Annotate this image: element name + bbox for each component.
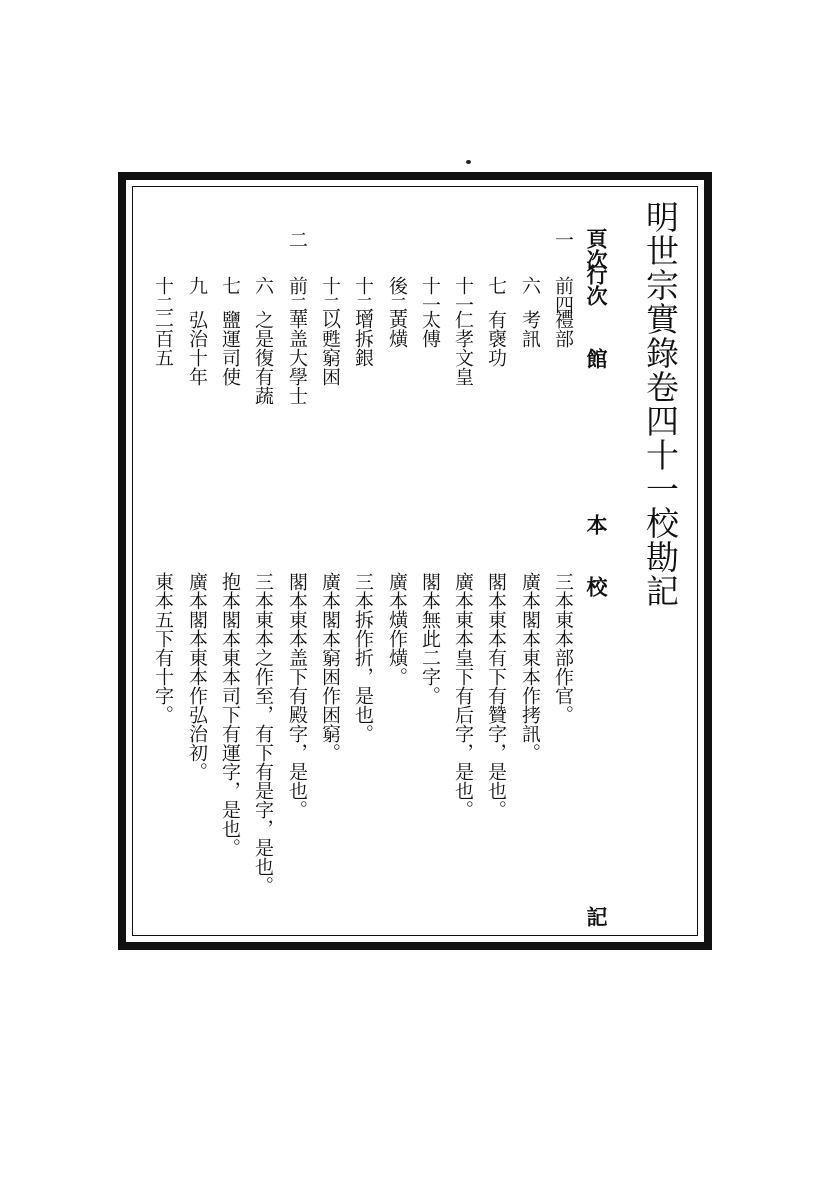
row-collation-note: 閣本東本盖下有殿字，是也。 bbox=[286, 572, 308, 819]
row-original-text: 太傅 bbox=[419, 310, 441, 348]
row-line-number: 六 bbox=[252, 276, 274, 295]
row-line-number: 六 bbox=[519, 276, 541, 295]
page-frame-inner-rule bbox=[132, 186, 698, 936]
row-original-text: 黃熿 bbox=[386, 310, 408, 348]
row-original-text: 鹽運司使 bbox=[219, 310, 241, 386]
row-collation-note: 廣本東本皇下有后字，是也。 bbox=[452, 572, 474, 819]
row-original-text: 考訊 bbox=[519, 310, 541, 348]
row-line-number: 前二 bbox=[286, 276, 308, 314]
header-ben: 本 bbox=[584, 514, 609, 535]
row-original-text: 二百五 bbox=[152, 310, 174, 367]
row-line-number: 九 bbox=[186, 276, 208, 295]
row-line-number: 十二 bbox=[152, 276, 174, 314]
header-line: 行次 bbox=[584, 264, 609, 306]
row-collation-note: 三本東本部作官。 bbox=[552, 572, 574, 724]
row-collation-note: 抱本閣本東本司下有運字，是也。 bbox=[219, 572, 241, 857]
row-original-text: 之是復有蔬 bbox=[252, 310, 274, 405]
row-line-number: 十二 bbox=[319, 276, 341, 314]
row-page-number: 一 bbox=[552, 230, 574, 249]
header-page: 頁次 bbox=[584, 228, 609, 270]
row-line-number: 前四 bbox=[552, 276, 574, 314]
row-original-text: 仁孝文皇 bbox=[452, 310, 474, 386]
row-collation-note: 三本東本之作至，有下有是字，是也。 bbox=[252, 572, 274, 895]
row-line-number: 七 bbox=[485, 276, 507, 295]
row-line-number: 十二 bbox=[352, 276, 374, 314]
row-collation-note: 三本拆作折，是也。 bbox=[352, 572, 374, 743]
row-original-text: 禮部 bbox=[552, 310, 574, 348]
row-collation-note: 閣本無此二字。 bbox=[419, 572, 441, 705]
row-collation-note: 廣本閣本東本作弘治初。 bbox=[186, 572, 208, 781]
header-jiao: 校 bbox=[584, 576, 609, 597]
row-page-number: 二 bbox=[286, 230, 308, 249]
row-line-number: 十一 bbox=[419, 276, 441, 314]
row-collation-note: 廣本閣本窮困作困窮。 bbox=[319, 572, 341, 762]
row-line-number: 十一 bbox=[452, 276, 474, 314]
row-collation-note: 廣本熿作熿。 bbox=[386, 572, 408, 686]
row-line-number: 後二 bbox=[386, 276, 408, 314]
row-original-text: 增拆銀 bbox=[352, 310, 374, 367]
row-collation-note: 閣本東本有下有贊字，是也。 bbox=[485, 572, 507, 819]
row-collation-note: 廣本閣本東本作拷訊。 bbox=[519, 572, 541, 762]
row-original-text: 弘治十年 bbox=[186, 310, 208, 386]
header-ji: 記 bbox=[584, 906, 609, 927]
header-volume: 館 bbox=[584, 348, 609, 369]
ink-speck bbox=[466, 160, 471, 164]
row-original-text: 華盖大學士 bbox=[286, 310, 308, 405]
page-title: 明世宗實錄卷四十一校勘記 bbox=[641, 200, 680, 608]
row-original-text: 以甦窮困 bbox=[319, 310, 341, 386]
row-line-number: 七 bbox=[219, 276, 241, 295]
row-original-text: 有襃功 bbox=[485, 310, 507, 367]
row-collation-note: 東本五下有十字。 bbox=[152, 572, 174, 724]
